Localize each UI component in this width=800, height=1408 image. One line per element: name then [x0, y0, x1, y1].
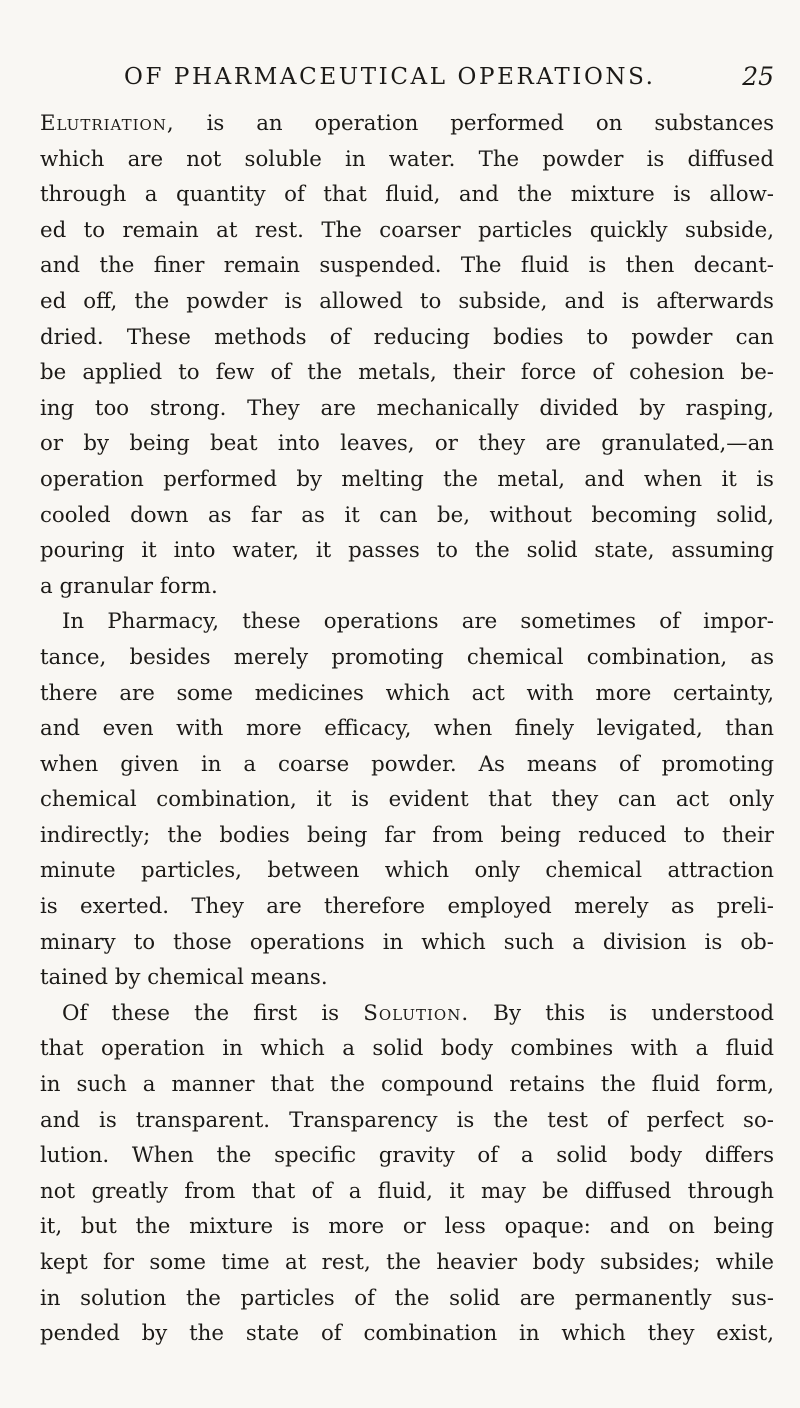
text-line: Elutriation, is an operation performed on substances — [40, 111, 774, 136]
text-line: is exerted. They are therefore employed merely as preli- — [40, 894, 774, 920]
text-line: be applied to few of the metals, their force of cohesion be- — [40, 360, 774, 386]
text-line: and even with more efficacy, when finely levigated, than — [40, 716, 774, 742]
text-line: tance, besides merely promoting chemical combination, as — [40, 644, 774, 670]
text-line: in such a manner that the compound retains the fluid form, — [40, 1072, 774, 1098]
text-line: and the finer remain suspended. The fluid is then decant- — [40, 253, 774, 279]
text-line: that operation in which a solid body combines with a fluid — [40, 1036, 774, 1062]
text-line: through a quantity of that fluid, and the mixture is allow- — [40, 182, 774, 208]
page-number: 25 — [742, 62, 774, 91]
text-line: indirectly; the bodies being far from being reduced to their — [40, 822, 774, 848]
text-line: Of these the first is Solution. By this is understood — [62, 1000, 774, 1026]
text-line: tained by chemical means. — [40, 965, 328, 991]
text-line: pended by the state of combination in which they exist, — [40, 1321, 774, 1347]
text-line: and is transparent. Transparency is the test of perfect so- — [40, 1107, 774, 1133]
text-line: minute particles, between which only chemical attraction — [40, 858, 774, 884]
text-line: operation performed by melting the metal, and when it is — [40, 466, 774, 492]
text-line: ed to remain at rest. The coarser particles quickly subside, — [40, 217, 774, 243]
text-line: or by being beat into leaves, or they are granulated,—an — [40, 431, 774, 457]
running-title: OF PHARMACEUTICAL OPERATIONS. — [124, 64, 656, 90]
text-line: a granular form. — [40, 573, 218, 599]
text-line: in solution the particles of the solid are permanently sus- — [40, 1285, 774, 1311]
text-line: In Pharmacy, these operations are sometimes of impor- — [62, 609, 774, 635]
running-header — [40, 62, 774, 106]
text-line: kept for some time at rest, the heavier body subsides; while — [40, 1250, 774, 1275]
text-line: chemical combination, it is evident that they can act only — [40, 787, 774, 813]
text-line: not greatly from that of a fluid, it may be diffused through — [40, 1178, 774, 1204]
text-line: lution. When the specific gravity of a solid body differs — [40, 1143, 774, 1169]
text-line: dried. These methods of reducing bodies to powder can — [40, 324, 774, 350]
text-line: pouring it into water, it passes to the solid state, assuming — [40, 538, 774, 564]
term-solution: Solution. — [363, 1000, 470, 1026]
text-line: ed off, the powder is allowed to subside, and is afterwards — [40, 288, 774, 314]
text-line: ing too strong. They are mechanically divided by rasping, — [40, 395, 774, 421]
term-elutriation: Elutriation, — [40, 111, 175, 136]
text-line: when given in a coarse powder. As means of promoting — [40, 751, 774, 777]
text-line: which are not soluble in water. The powder is diffused — [40, 146, 774, 172]
body-text — [40, 106, 774, 1352]
text-line: minary to those operations in which such a division is ob- — [40, 929, 774, 955]
text-line: cooled down as far as it can be, without becoming solid, — [40, 502, 774, 528]
book-page — [40, 62, 774, 1352]
text-line: it, but the mixture is more or less opaque: and on being — [40, 1214, 774, 1240]
text-line: there are some medicines which act with more certainty, — [40, 680, 774, 706]
